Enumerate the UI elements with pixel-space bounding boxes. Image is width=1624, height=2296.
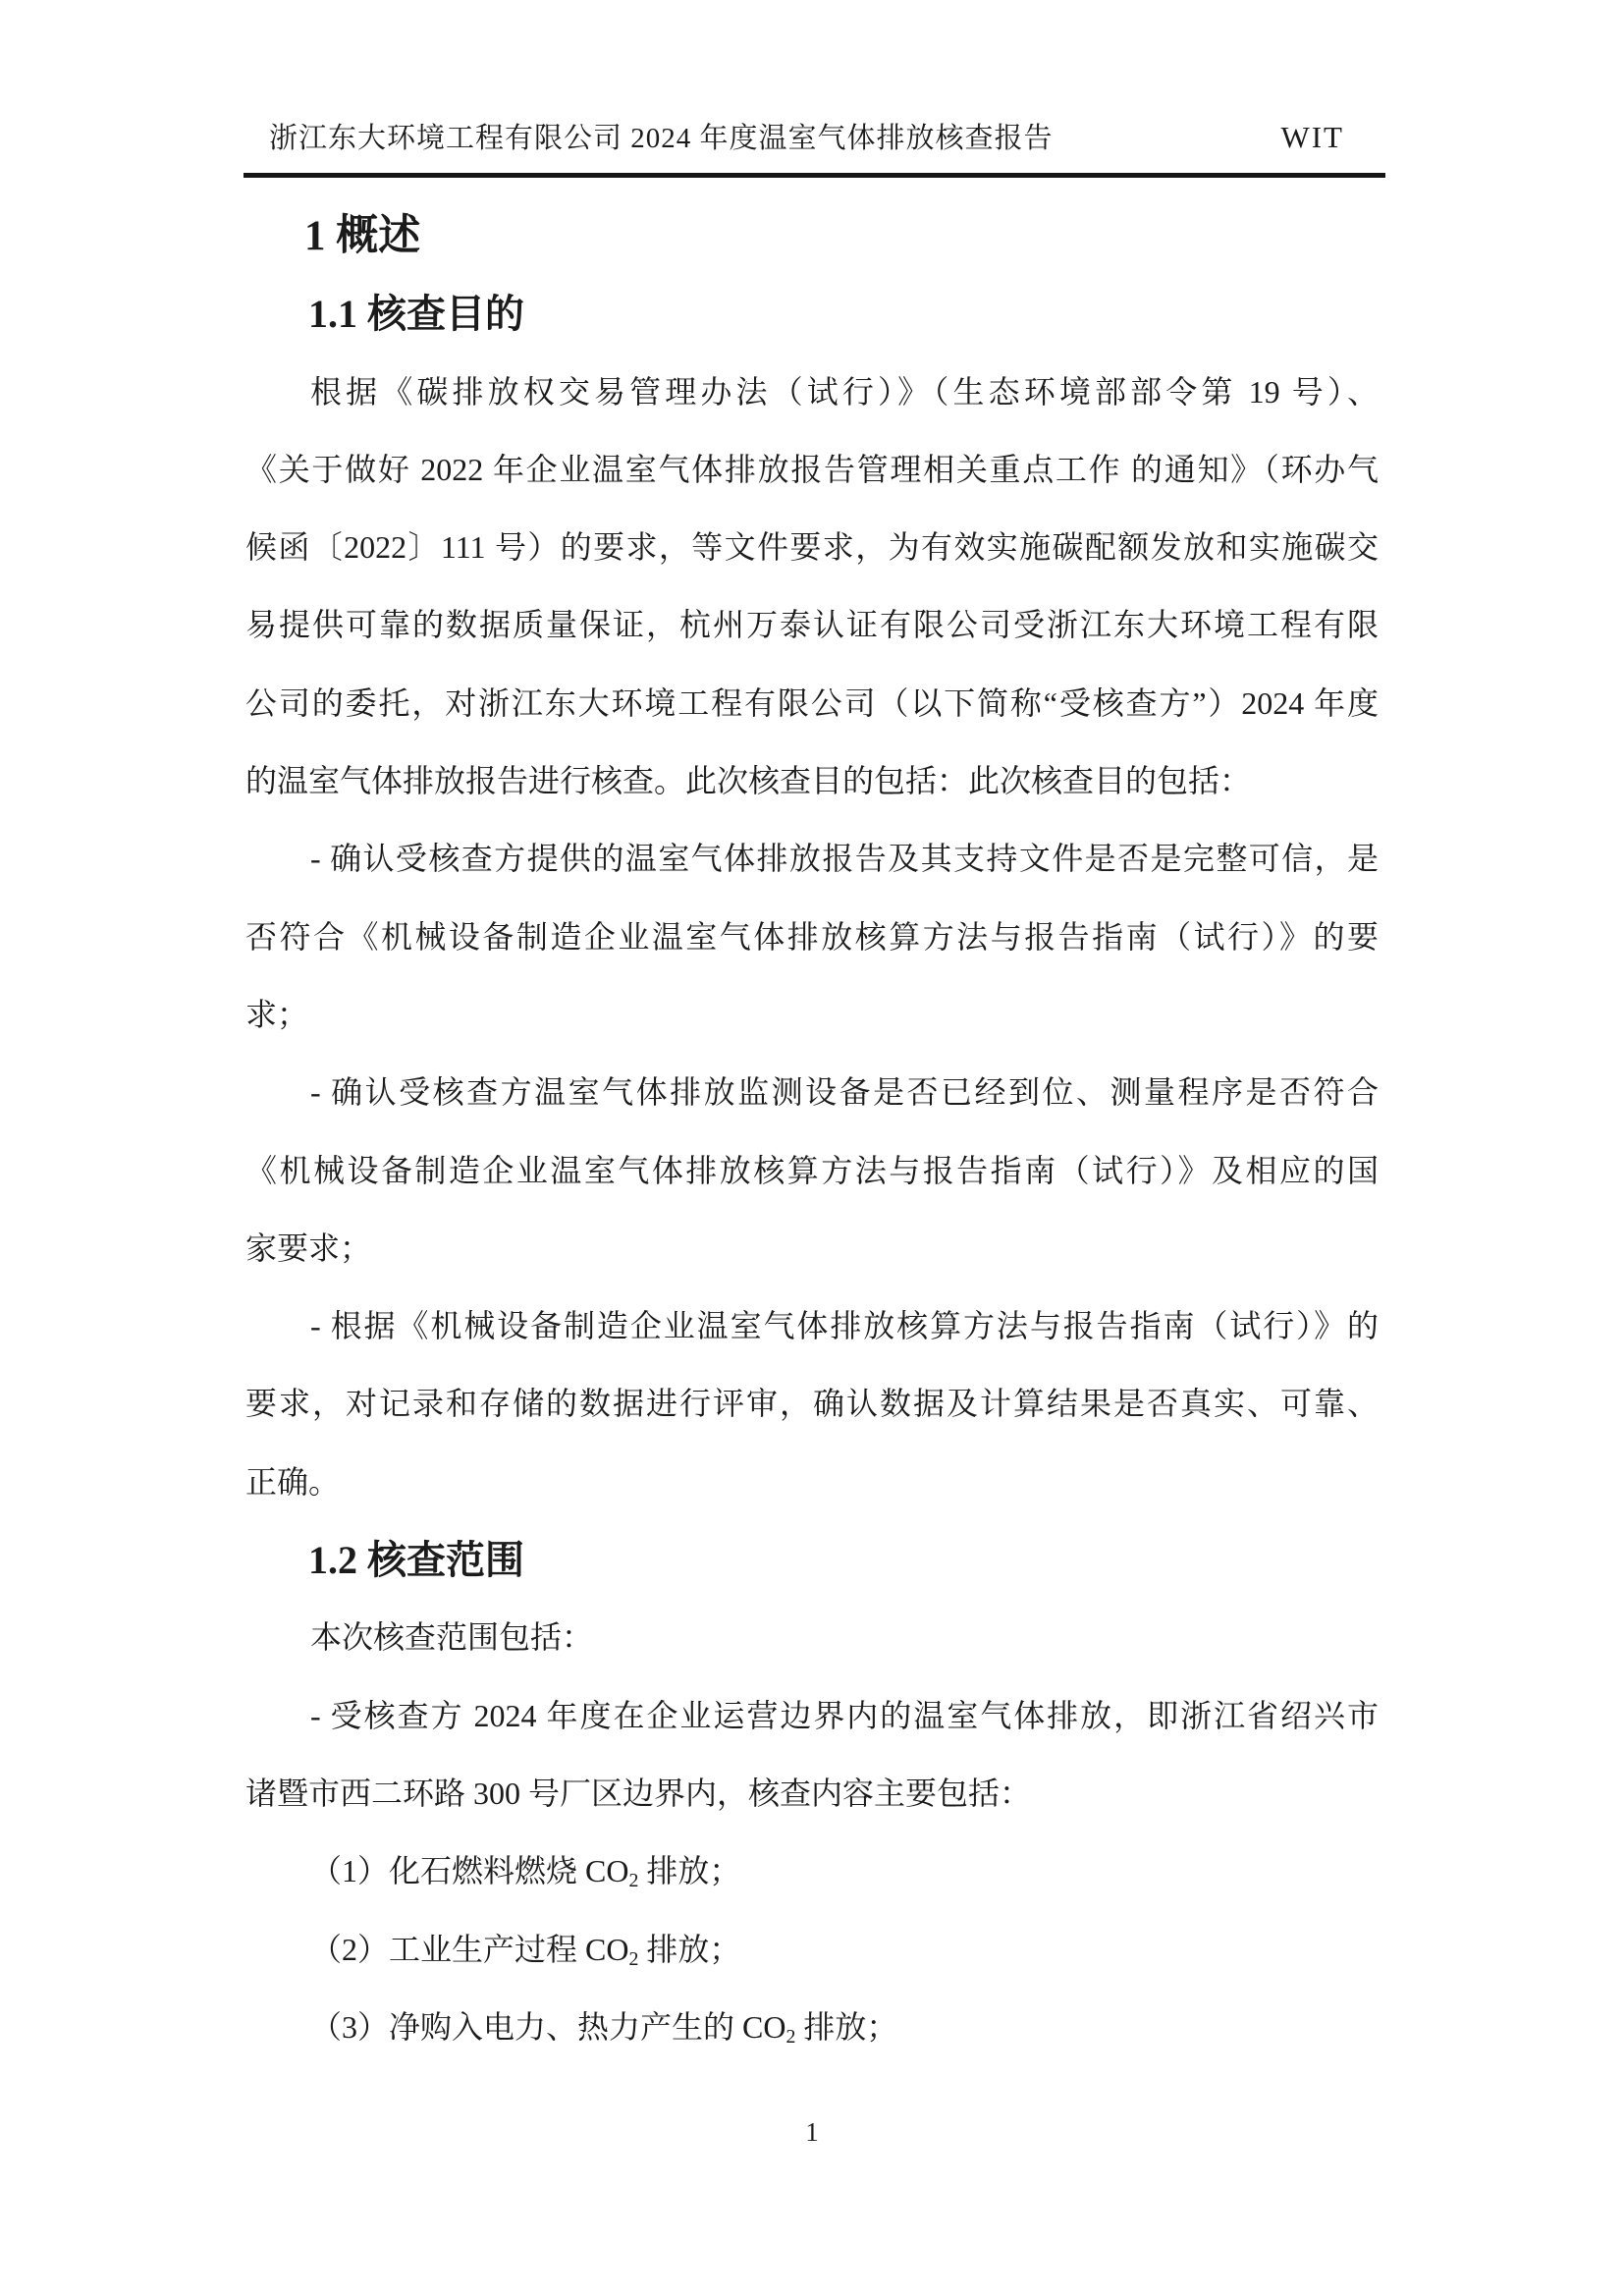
text-line: 根据《碳排放权交易管理办法（试行）》（生态环境部部令第 19 号）、 <box>310 373 1379 410</box>
text-line: （1）化石燃料燃烧 $CO_2$ 排放； <box>310 1853 741 1892</box>
page-header <box>244 0 1385 178</box>
text-line: 正确。 <box>245 1463 341 1500</box>
text-line: - 根据《机械设备制造企业温室气体排放核算方法与报告指南（试行）》的 <box>310 1308 1379 1344</box>
paragraph <box>245 1054 1379 1287</box>
header-row <box>244 0 1385 156</box>
paragraph <box>245 1677 1379 1833</box>
paragraph <box>245 354 1379 821</box>
subscript-2: 2 <box>628 1947 639 1970</box>
paragraph <box>245 820 1379 1054</box>
page-footer <box>0 2117 1624 2148</box>
text-line: 否符合《机械设备制造企业温室气体排放核算方法与报告指南（试行）》的要 <box>245 918 1379 955</box>
text-line: - 确认受核查方提供的温室气体排放报告及其支持文件是否是完整可信，是 <box>310 841 1379 877</box>
text-line: 要求，对记录和存储的数据进行评审，确认数据及计算结果是否真实、可靠、 <box>245 1386 1379 1422</box>
subscript-2: 2 <box>785 2025 796 2048</box>
header-logo-wit: WIT <box>1280 120 1344 154</box>
paragraph <box>245 1989 1379 2066</box>
text-line: 易提供可靠的数据质量保证，杭州万泰认证有限公司受浙江东大环境工程有限 <box>245 607 1379 643</box>
section-heading: 1 概述 <box>304 213 421 259</box>
section-heading: 1.2 核查范围 <box>308 1538 524 1583</box>
page-number: 1 <box>805 2117 819 2147</box>
header-title: 浙江东大环境工程有限公司 2024 年度温室气体排放核查报告 <box>269 123 1054 154</box>
text-line: - 确认受核查方温室气体排放监测设备是否已经到位、测量程序是否符合 <box>310 1074 1379 1111</box>
text-line: - 受核查方 2024 年度在企业运营边界内的温室气体排放，即浙江省绍兴市 <box>310 1697 1379 1733</box>
text-line: 候函〔2022〕111 号）的要求，等文件要求，为有效实施碳配额发放和实施碳交 <box>245 529 1379 566</box>
text-line: 诸暨市西二环路 300 号厂区边界内，核查内容主要包括： <box>245 1775 1032 1811</box>
text-line: （3）净购入电力、热力产生的 $CO_2$ 排放； <box>310 2008 898 2048</box>
paragraph <box>245 1832 1379 1910</box>
document-body <box>245 176 1379 2066</box>
text-line: 求； <box>245 996 309 1032</box>
paragraph <box>245 1599 1379 1676</box>
text-line: 《关于做好 2022 年企业温室气体排放报告管理相关重点工作 的通知》（环办气 <box>245 451 1379 487</box>
text-line: 的温室气体排放报告进行核查。此次核查目的包括：此次核查目的包括： <box>245 763 1252 799</box>
text-line: 家要求； <box>245 1230 372 1266</box>
paragraph <box>245 1911 1379 1989</box>
text-line: （2）工业生产过程 $CO_2$ 排放； <box>310 1931 741 1970</box>
paragraph <box>245 1287 1379 1521</box>
text-line: 《机械设备制造企业温室气体排放核算方法与报告指南（试行）》及相应的国 <box>245 1152 1379 1188</box>
text-line: 公司的委托，对浙江东大环境工程有限公司（以下简称“受核查方”）2024 年度 <box>245 684 1379 721</box>
section-heading: 1.1 核查目的 <box>308 292 524 337</box>
subscript-2: 2 <box>628 1870 639 1892</box>
text-line: 本次核查范围包括： <box>310 1619 594 1656</box>
